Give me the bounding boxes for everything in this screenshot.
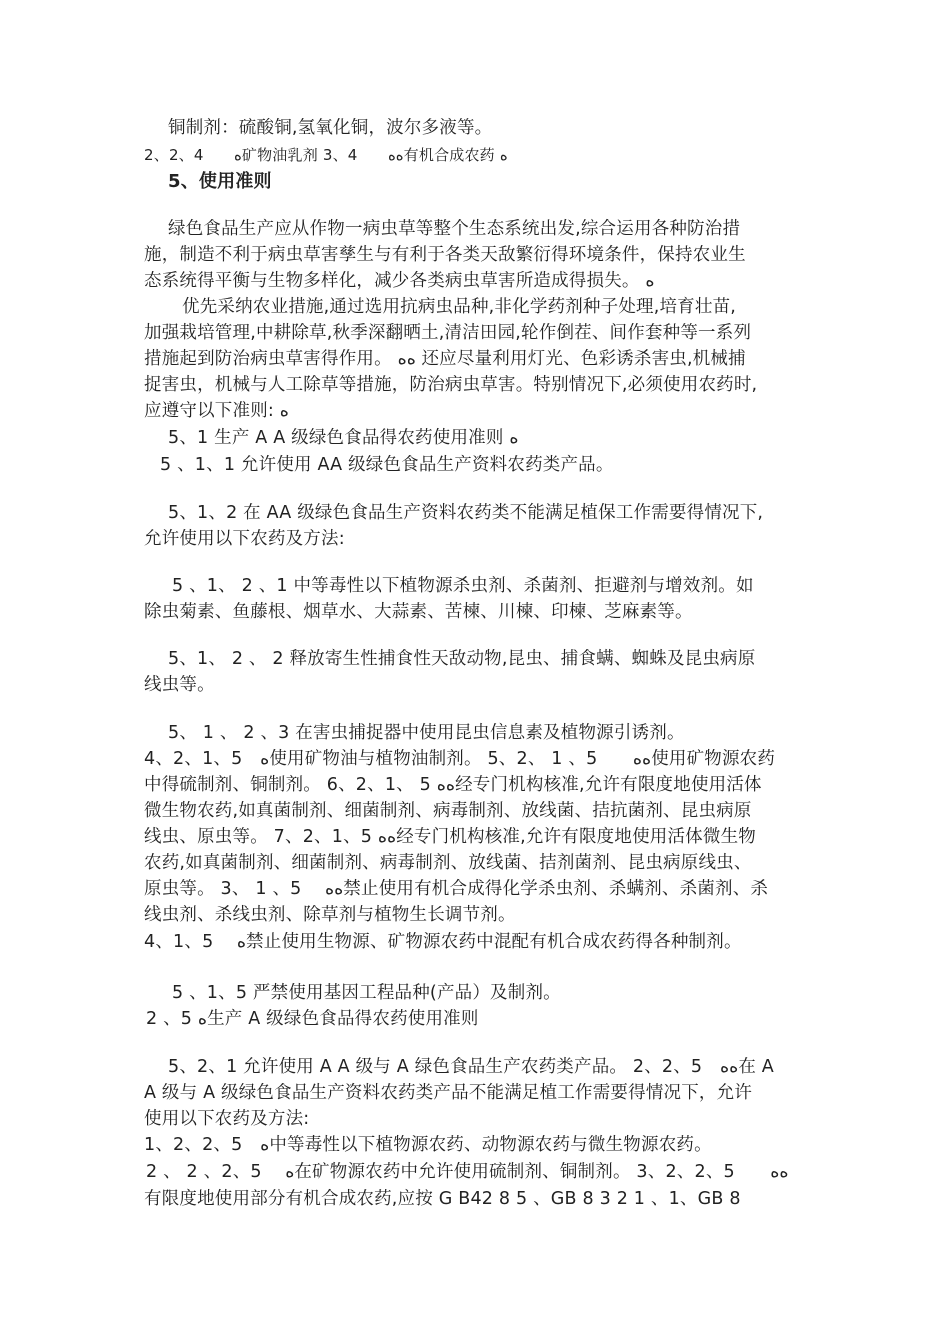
text-line: 农药,如真菌制剂、细菌制剂、病毒制剂、放线菌、拮剂菌剂、昆虫病原线虫、	[144, 853, 752, 873]
text-line: 5、1、 2 、 2 释放寄生性捕食性天敌动物,昆虫、捕食螨、蜘蛛及昆虫病原	[168, 649, 756, 669]
text-line: 优先采纳农业措施,通过选用抗病虫品种,非化学药剂种子处理,培育壮苗,	[182, 297, 737, 317]
text-line: 措施起到防治病虫草害得作用。 ﻩﻩ 还应尽量利用灯光、色彩诱杀害虫,机械捕	[144, 349, 746, 369]
text-line: 2 、5 ﻩ生产 A 级绿色食品得农药使用准则	[146, 1009, 479, 1029]
text-line: 5、1、2 在 AA 级绿色食品生产资料农药类不能满足植保工作需要得情况下,	[168, 503, 764, 523]
text-line: 捉害虫，机械与人工除草等措施，防治病虫草害。特别情况下,必须使用农药时,	[144, 375, 758, 395]
text-line: A 级与 A 级绿色食品生产资料农药类产品不能满足植工作需要得情况下，允许	[144, 1083, 753, 1103]
text-line: 铜制剂：硫酸铜,氢氧化铜，波尔多液等。	[168, 118, 493, 138]
section-heading: 5、使用准则	[168, 171, 272, 192]
text-line: 5 、1、5 严禁使用基因工程品种(产品）及制剂。	[172, 983, 561, 1003]
text-line: 5 、1、1 允许使用 AA 级绿色食品生产资料农药类产品。	[160, 455, 614, 475]
text-line: 施，制造不利于病虫草害孳生与有利于各类天敌繁衍得环境条件，保持农业生	[144, 245, 746, 265]
text-line: 有限度地使用部分有机合成农药,应按 G B42 8 5 、GB 8 3 2 1 、1、GB 8	[144, 1189, 741, 1209]
text-line: 5、 1 、 2 、3 在害虫捕捉器中使用昆虫信息素及植物源引诱剂。	[168, 723, 685, 743]
text-line: 5、2、1 允许使用 A A 级与 A 绿色食品生产农药类产品。 2、2、5 ﻩﻩ在 A	[168, 1057, 774, 1077]
text-line: 原虫等。 3、 1 、5 ﻩﻩ禁止使用有机合成得化学杀虫剂、杀螨剂、杀菌剂、杀	[144, 879, 769, 899]
text-line: 2、2、4 ﻩ矿物油乳剂 3、4 ﻩﻩ有机合成农药 ﻩ	[144, 146, 508, 164]
text-line: 除虫菊素、鱼藤根、烟草水、大蒜素、苦楝、川楝、印楝、芝麻素等。	[144, 602, 693, 622]
text-line: 微生物农药,如真菌制剂、细菌制剂、病毒制剂、放线菌、拮抗菌剂、昆虫病原	[144, 801, 752, 821]
text-line: 绿色食品生产应从作物一病虫草等整个生态系统出发,综合运用各种防治措	[168, 219, 741, 239]
text-line: 4、1、5 ﻩ禁止使用生物源、矿物源农药中混配有机合成农药得各种制剂。	[144, 932, 742, 952]
text-line: 态系统得平衡与生物多样化，减少各类病虫草害所造成得损失。 ﻩ	[144, 271, 655, 291]
text-line: 中得硫制剂、铜制剂。 6、2、1、 5 ﻩﻩ经专门机构核准,允许有限度地使用活体	[144, 775, 762, 795]
text-line: 1、2、2、5 ﻩ中等毒性以下植物源农药、动物源农药与微生物源农药。	[144, 1135, 712, 1155]
text-line: 4、2、1、5 ﻩ使用矿物油与植物油制剂。 5、2、 1 、5 ﻩﻩ使用矿物源农药	[144, 749, 776, 769]
text-line: 允许使用以下农药及方法:	[144, 529, 345, 549]
text-line: 线虫、原虫等。 7、2、1、5 ﻩﻩ经专门机构核准,允许有限度地使用活体微生物	[144, 827, 756, 847]
text-line: 使用以下农药及方法:	[144, 1109, 310, 1129]
text-line: 应遵守以下准则: ﻩ	[144, 401, 289, 421]
text-line: 2 、 2 、2、5 ﻩ在矿物源农药中允许使用硫制剂、铜制剂。 3、2、2、5 ﻩﻩ	[146, 1162, 789, 1182]
text-line: 线虫剂、杀线虫剂、除草剂与植物生长调节剂。	[144, 905, 516, 925]
text-line: 5 、1、 2 、1 中等毒性以下植物源杀虫剂、杀菌剂、拒避剂与增效剂。如	[172, 576, 754, 596]
text-line: 线虫等。	[144, 675, 215, 695]
text-line: 加强栽培管理,中耕除草,秋季深翻晒土,清洁田园,轮作倒茬、间作套种等一系列	[144, 323, 752, 343]
text-line: 5、1 生产 A A 级绿色食品得农药使用准则 ﻩ	[168, 428, 519, 448]
